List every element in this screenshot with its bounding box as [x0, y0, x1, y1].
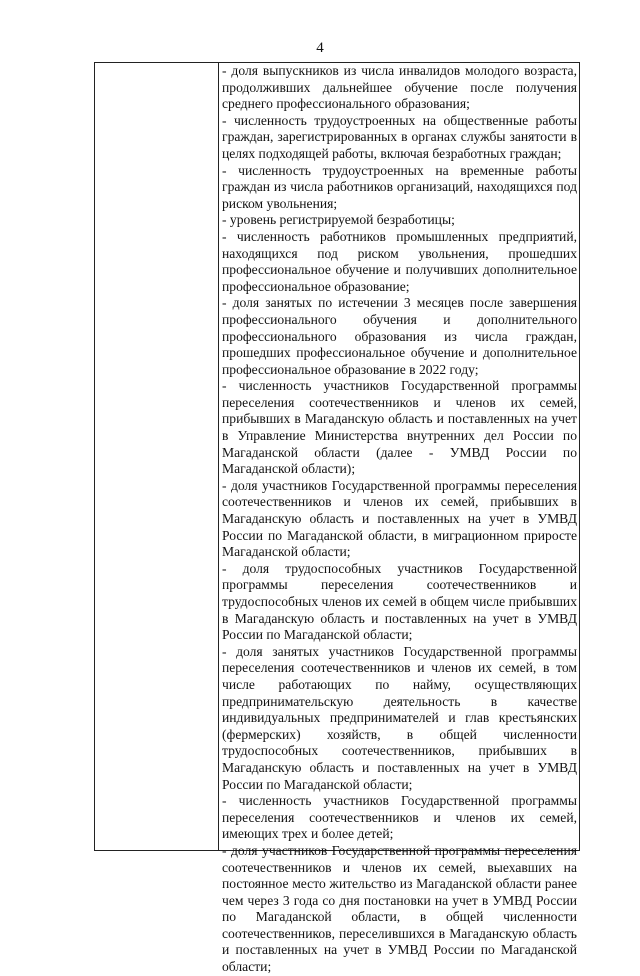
- list-item: - доля занятых участников Государственной программы переселения соотечественников и членов их семей, в том числе работающих по найму, осуществляющих предпринимательскую деятельность в качестве индивидуальных предпринимателей и глав крестьянских (фермерских) хозяйств, в общей численности трудоспособных соотечественников, прибывших в Магаданскую область и поставленных на учет в УМВД России по Магаданской области;: [222, 643, 577, 792]
- list-item: - доля трудоспособных участников Государственной программы переселения соотечественников и трудоспособных членов их семей в общем числе прибывших в Магаданскую область и поставленных на учет в УМВД России по Магаданской области;: [222, 560, 577, 643]
- list-item: - численность трудоустроенных на временные работы граждан из числа работников организаций, находящихся под риском увольнения;: [222, 162, 577, 211]
- list-item: - уровень регистрируемой безработицы;: [222, 212, 455, 228]
- page-number: 4: [316, 40, 324, 56]
- table-right-cell: [219, 63, 579, 975]
- list-item: - доля занятых по истечении 3 месяцев после завершения профессионального обучения и дополнительного профессионального образования из числа граждан, прошедших профессиональное обучение и дополнительное профессиональное образование в 2022 году;: [222, 295, 577, 377]
- indicators-table: [94, 62, 580, 975]
- list-item: - численность трудоустроенных на общественные работы граждан, зарегистрированных в органах службы занятости в целях подходящей работы, включая безработных граждан;: [222, 112, 577, 161]
- list-item: - численность участников Государственной программы переселения соотечественников и членов их семей, прибывших в Магаданскую область и поставленных на учет в Управление Министерства внутренних дел России по Магаданской области (далее - УМВД России по Магаданской области);: [222, 378, 577, 477]
- list-item: - численность работников промышленных предприятий, находящихся под риском увольнения, прошедших профессиональное обучение и получивших дополнительное профессиональное образование;: [222, 228, 577, 294]
- list-item: - доля участников Государственной программы переселения соотечественников и членов их семей, выехавших на постоянное место жительство из Магаданской области ранее чем через 3 года со дня постановки на учет в УМВД России по Магаданской области, в общей численности соотечественников, переселившихся в Магаданскую область и поставленных на учет в УМВД России по Магаданской области;: [222, 842, 577, 975]
- list-item: - доля участников Государственной программы переселения соотечественников и членов их семей, прибывших в Магаданскую область и поставленных на учет в УМВД России по Магаданской области, в миграционном приросте Магаданской области;: [222, 477, 577, 560]
- list-item: - численность участников Государственной программы переселения соотечественников и членов их семей, имеющих трех и более детей;: [222, 793, 577, 842]
- list-item: - доля выпускников из числа инвалидов молодого возраста, продолживших дальнейшее обучение после получения среднего профессионального образования;: [222, 63, 577, 112]
- table-left-cell: [95, 63, 219, 850]
